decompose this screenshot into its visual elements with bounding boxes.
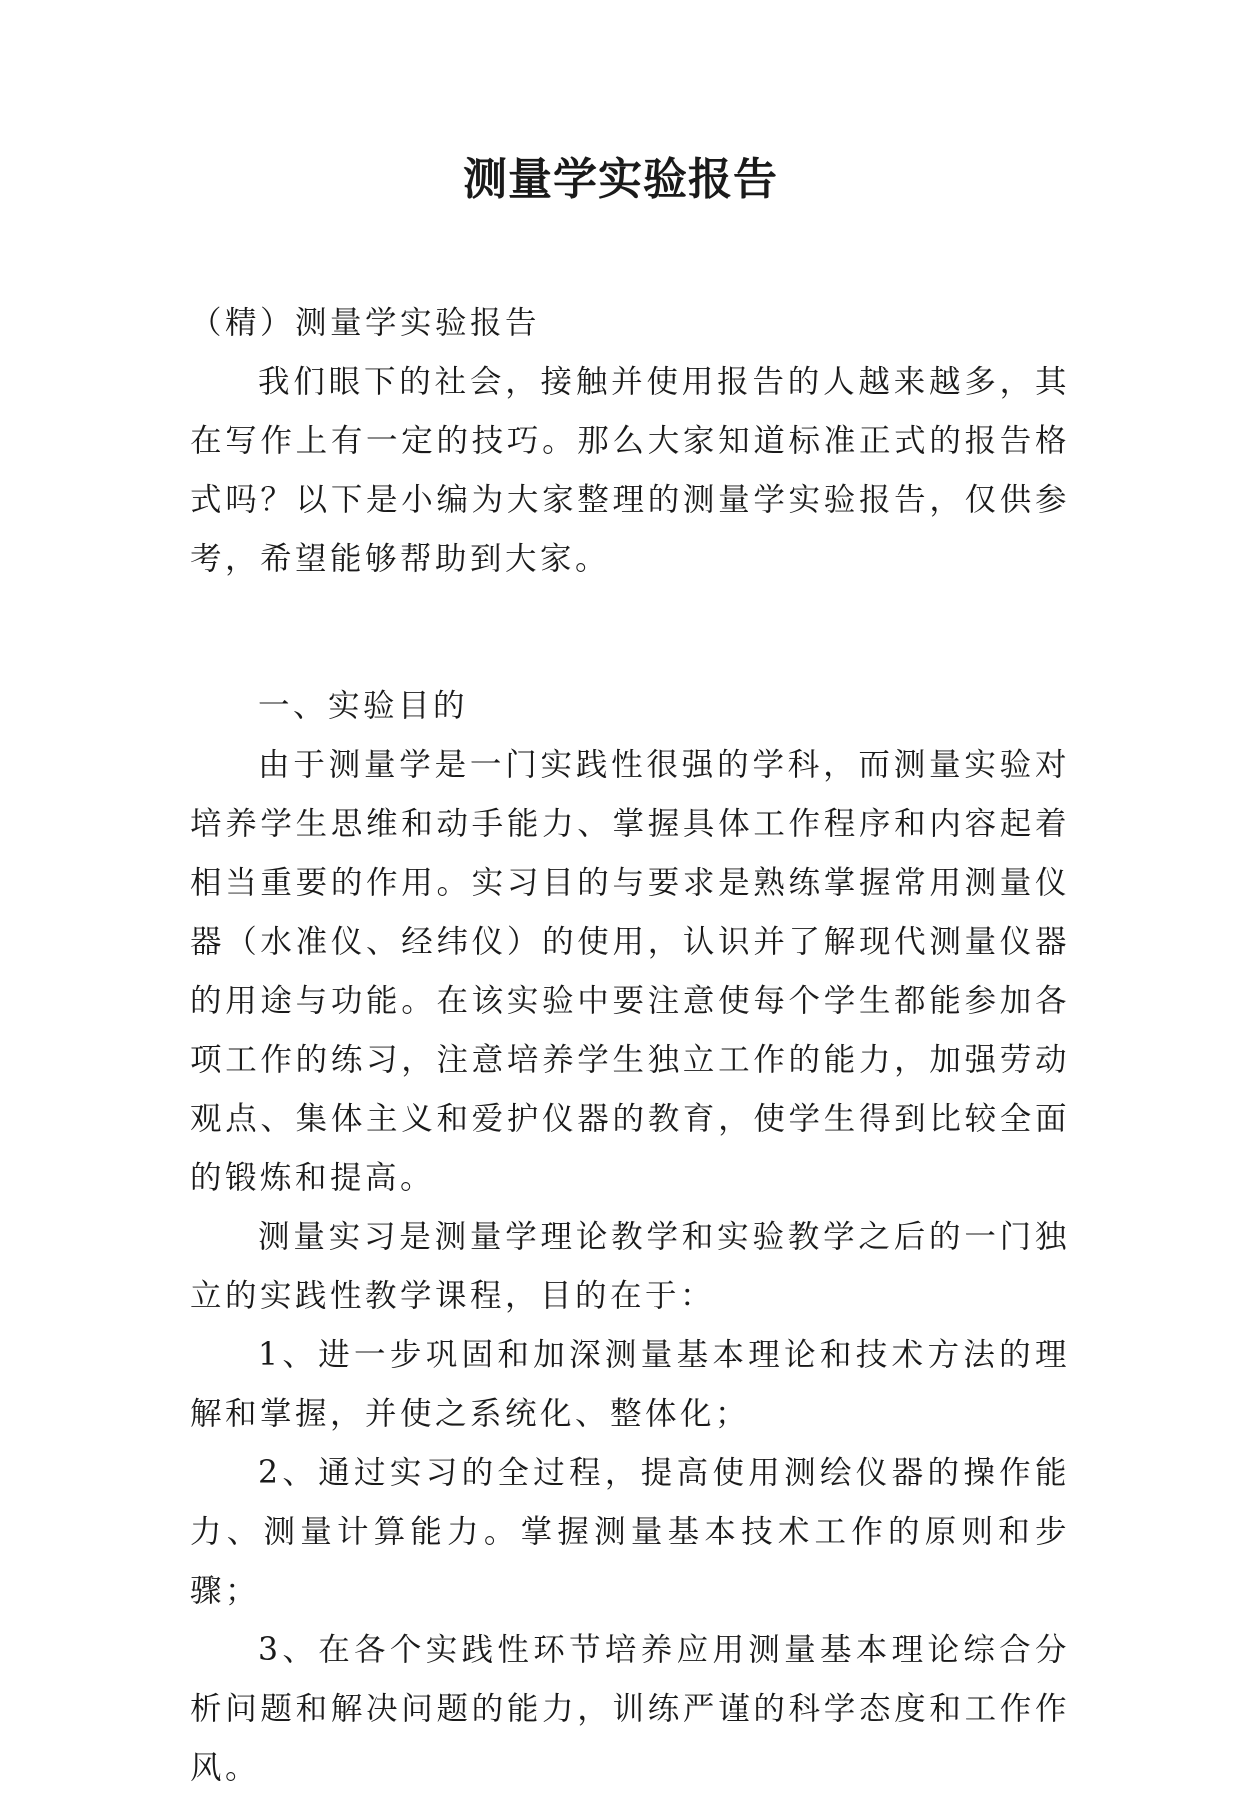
page-title: 测量学实验报告 — [463, 154, 778, 205]
list-item-3: 3、在各个实践性环节培养应用测量基本理论综合分析问题和解决问题的能力，训练严谨的科学态度和工作作风。 — [190, 1632, 1070, 1786]
list-item-2: 2、通过实习的全过程，提高使用测绘仪器的操作能力、测量计算能力。掌握测量基本技术工作的原则和步骤； — [190, 1455, 1070, 1609]
section-heading-purpose: 一、实验目的 — [258, 688, 469, 724]
list-item-1: 1、进一步巩固和加深测量基本理论和技术方法的理解和掌握，并使之系统化、整体化； — [190, 1337, 1070, 1432]
document-body — [190, 294, 1070, 1798]
purpose-paragraph: 由于测量学是一门实践性很强的学科，而测量实验对培养学生思维和动手能力、掌握具体工作程序和内容起着相当重要的作用。实习目的与要求是熟练掌握常用测量仪器（水准仪、经纬仪）的使用，认识并了解现代测量仪器的用途与功能。在该实验中要注意使每个学生都能参加各项工作的练习，注意培养学生独立工作的能力，加强劳动观点、集体主义和爱护仪器的教育，使学生得到比较全面的锻炼和提高。 — [190, 747, 1070, 1196]
intro-paragraph: 我们眼下的社会，接触并使用报告的人越来越多，其在写作上有一定的技巧。那么大家知道标准正式的报告格式吗？以下是小编为大家整理的测量学实验报告，仅供参考，希望能够帮助到大家。 — [190, 364, 1070, 577]
paragraph-spacer — [190, 589, 1070, 677]
subtitle: （精）测量学实验报告 — [190, 305, 541, 341]
practice-paragraph: 测量实习是测量学理论教学和实验教学之后的一门独立的实践性教学课程，目的在于： — [190, 1219, 1070, 1314]
